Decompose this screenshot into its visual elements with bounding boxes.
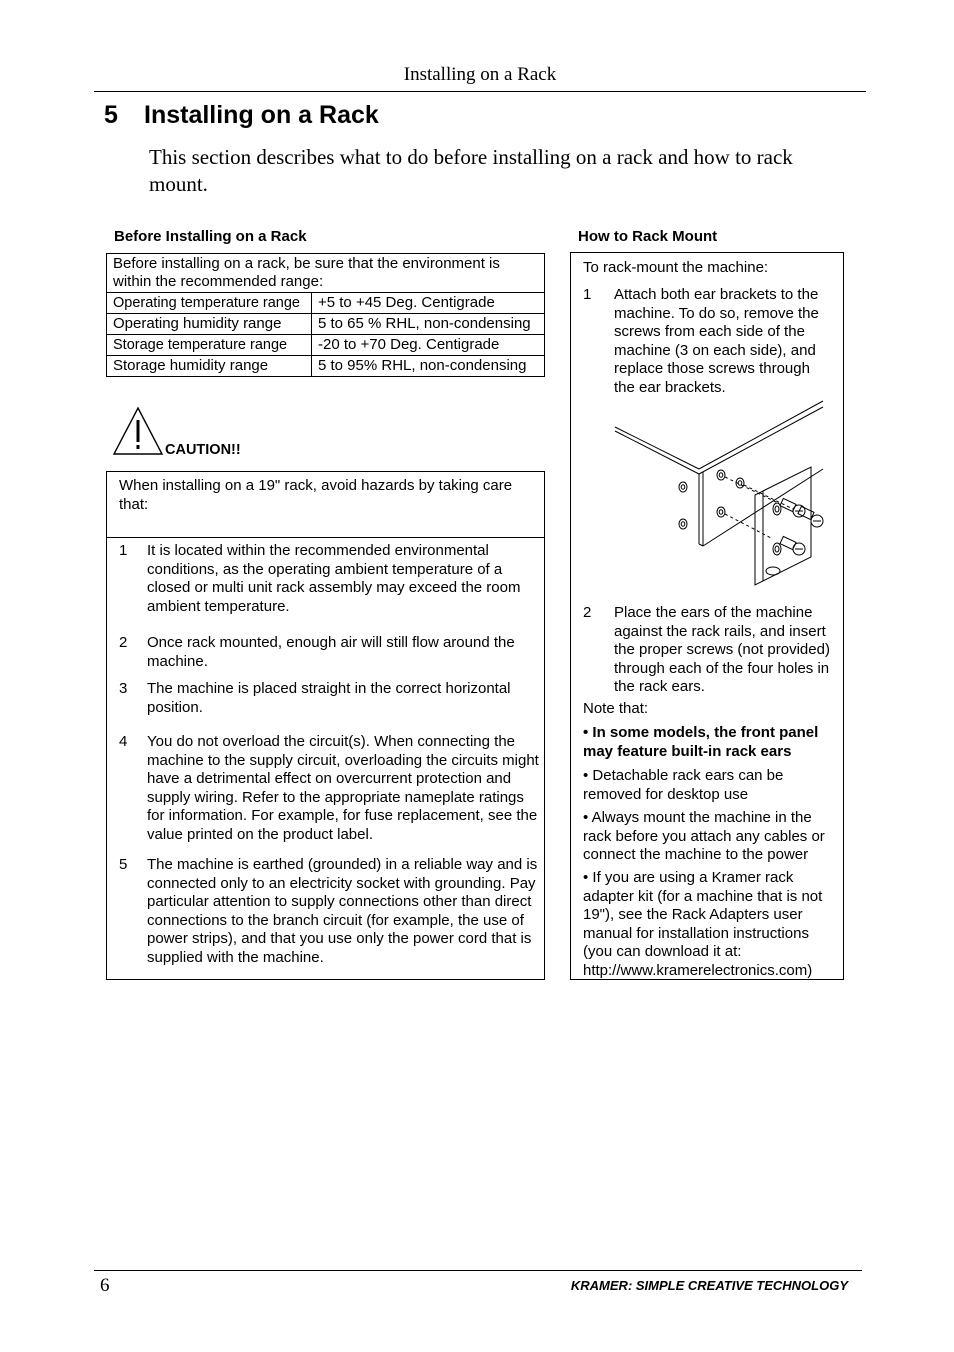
item-number: 2 bbox=[119, 634, 128, 651]
warning-triangle-icon bbox=[112, 406, 164, 456]
footer-rule bbox=[94, 1270, 862, 1271]
list-item bbox=[119, 634, 539, 671]
step-number: 1 bbox=[583, 286, 592, 303]
page-number: 6 bbox=[100, 1275, 110, 1296]
note-item: • Always mount the machine in the rack before you attach any cables or connect the machine to the power bbox=[583, 809, 825, 863]
list-item bbox=[119, 680, 539, 717]
table-row bbox=[107, 335, 545, 356]
item-text: The machine is earthed (grounded) in a reliable way and is connected only to an electricity socket with grounding. Pay particular attention to supply connections other than direct connections to the branch circuit (for example, the use of power strips), and that you use only the power cord that is supplied with the machine. bbox=[147, 856, 538, 966]
chapter-title bbox=[104, 101, 379, 130]
step-number: 2 bbox=[583, 604, 592, 621]
list-item bbox=[119, 542, 539, 616]
item-text: You do not overload the circuit(s). When connecting the machine to the supply circuit, overloading the circuits might have a detrimental effect on overcurrent protection and supply wiring. Refer to the appropriate nameplate ratings for information. For example, for fuse replacement, see the value printed on the product label. bbox=[147, 733, 539, 843]
chapter-title-text: Installing on a Rack bbox=[144, 101, 379, 129]
note-item: • In some models, the front panel may feature built-in rack ears bbox=[583, 724, 819, 760]
caution-intro: When installing on a 19" rack, avoid hazards by taking care that: bbox=[119, 477, 513, 513]
item-number: 1 bbox=[119, 542, 128, 559]
mount-intro: To rack-mount the machine: bbox=[583, 259, 769, 276]
before-heading: Before Installing on a Rack bbox=[114, 228, 307, 245]
step-text: Place the ears of the machine against the rack rails, and insert the proper screws (not provided) through each of the four holes in the rack ears. bbox=[614, 604, 830, 695]
caution-divider bbox=[107, 537, 544, 538]
item-number: 5 bbox=[119, 856, 128, 873]
footer-company: KRAMER: SIMPLE CREATIVE TECHNOLOGY bbox=[570, 1278, 848, 1293]
list-item bbox=[119, 733, 539, 844]
item-text: It is located within the recommended environmental conditions, as the operating ambient temperature of a closed or multi unit rack assembly may exceed the room ambient temperature. bbox=[147, 542, 521, 615]
table-cell-value: 5 to 65 % RHL, non-condensing bbox=[312, 314, 545, 335]
environment-table bbox=[106, 253, 545, 377]
item-number: 3 bbox=[119, 680, 128, 697]
list-item bbox=[583, 286, 831, 397]
table-cell-value: +5 to +45 Deg. Centigrade bbox=[312, 293, 545, 314]
header-rule bbox=[94, 91, 866, 92]
chapter-number: 5 bbox=[104, 101, 118, 129]
item-text: Once rack mounted, enough air will still flow around the machine. bbox=[147, 634, 515, 670]
table-row bbox=[107, 356, 545, 377]
note-item: • If you are using a Kramer rack adapter kit (for a machine that is not 19"), see the Rack Adapters user manual for installation instructions (you can download it at: http://www.kramerelectronics.com) bbox=[583, 869, 823, 979]
item-text: The machine is placed straight in the correct horizontal position. bbox=[147, 680, 511, 716]
table-row bbox=[107, 254, 545, 293]
intro-paragraph: This section describes what to do before installing on a rack and how to rack mount. bbox=[149, 145, 793, 196]
running-header: Installing on a Rack bbox=[403, 64, 557, 85]
table-row bbox=[107, 314, 545, 335]
caution-label: CAUTION!! bbox=[165, 442, 241, 458]
table-intro: Before installing on a rack, be sure that the environment is within the recommended range: bbox=[107, 254, 545, 293]
item-number: 4 bbox=[119, 733, 128, 750]
step-text: Attach both ear brackets to the machine. To do so, remove the screws from each side of the machine (3 on each side), and replace those screws through the ear brackets. bbox=[614, 286, 819, 396]
table-cell-label: Storage humidity range bbox=[107, 356, 312, 377]
table-cell-label: Operating humidity range bbox=[107, 314, 312, 335]
rack-mount-box bbox=[570, 252, 844, 980]
note-intro: Note that: bbox=[583, 700, 649, 717]
caution-box bbox=[106, 471, 545, 980]
list-item bbox=[119, 856, 539, 967]
rack-ear-bracket-illustration bbox=[613, 399, 839, 603]
note-item: • Detachable rack ears can be removed for desktop use bbox=[583, 767, 784, 803]
table-row bbox=[107, 293, 545, 314]
table-cell-value: -20 to +70 Deg. Centigrade bbox=[312, 335, 545, 356]
list-item bbox=[583, 604, 831, 697]
table-cell-label: Storage temperature range bbox=[107, 335, 312, 356]
table-cell-label: Operating temperature range bbox=[107, 293, 312, 314]
table-cell-value: 5 to 95% RHL, non-condensing bbox=[312, 356, 545, 377]
mount-heading: How to Rack Mount bbox=[578, 228, 718, 245]
